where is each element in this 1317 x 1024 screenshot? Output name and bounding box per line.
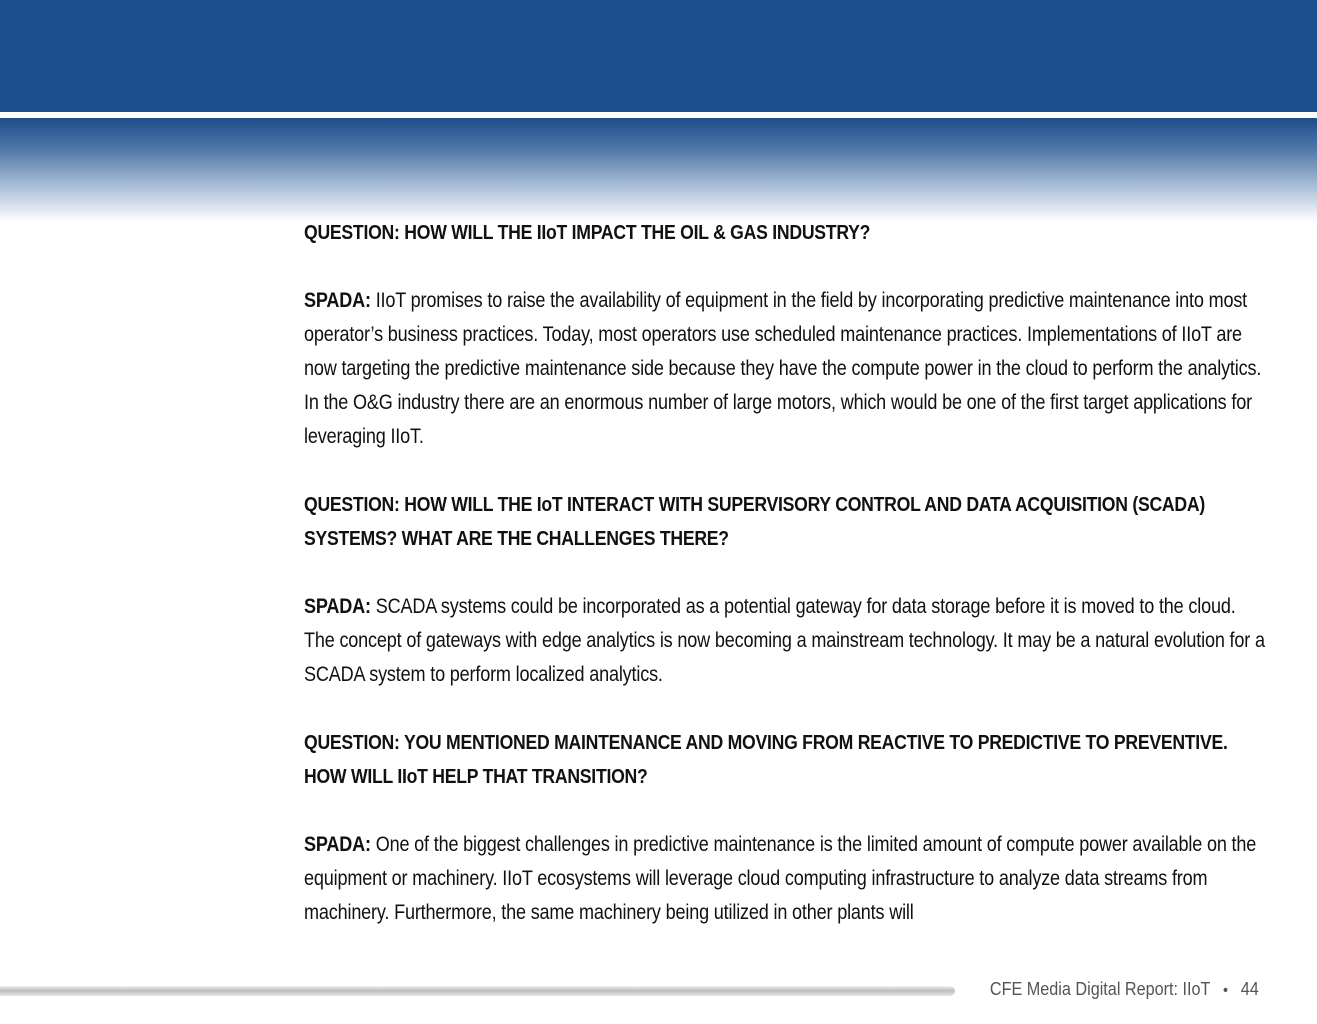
question-heading: QUESTION: HOW WILL THE IoT INTERACT WITH SUPERVISORY CONTROL AND DATA ACQUISITION (SCADA) SYSTEMS? WHAT ARE THE CHALLENGES THERE? [304,493,1205,550]
answer-paragraph [304,590,1267,692]
answer-text: One of the biggest challenges in predictive maintenance is the limited amount of compute power available on the equipment or machinery. IIoT ecosystems will leverage cloud computing infrastructure to analyze data streams from machinery. Furthermore, the same machinery being utilized in other plants will [304,833,1257,924]
question-heading: QUESTION: YOU MENTIONED MAINTENANCE AND MOVING FROM REACTIVE TO PREDICTIVE TO PREVENTIVE. HOW WILL IIoT HELP THAT TRANSITION? [304,731,1228,788]
speaker-label: SPADA: [304,595,371,618]
page-number: 44 [1240,979,1259,999]
speaker-label: SPADA: [304,833,371,856]
article-body [304,216,1264,964]
answer-text: IIoT promises to raise the availability of equipment in the field by incorporating predictive maintenance into most operator’s business practices. Today, most operators use scheduled maintenance practices. Implementations of IIoT are now targeting the predictive maintenance side because they have the compute power in the cloud to perform the analytics. In the O&G industry there are an enormous number of large motors, which would be one of the first target applications for leveraging IIoT. [304,289,1262,448]
answer-paragraph [304,828,1267,930]
report-title: CFE Media Digital Report: IIoT [990,979,1211,999]
answer-text: SCADA systems could be incorporated as a potential gateway for data storage before it is moved to the cloud. The concept of gateways with edge analytics is now becoming a mainstream technology. It may be a natural evolution for a SCADA system to perform localized analytics. [304,595,1265,686]
header-gradient [0,118,1317,222]
header-band [0,0,1317,112]
speaker-label: SPADA: [304,289,371,312]
page-footer [990,979,1259,1000]
answer-paragraph [304,284,1267,454]
question-heading: QUESTION: HOW WILL THE IIoT IMPACT THE OIL & GAS INDUSTRY? [304,221,871,244]
footer-rule [0,986,955,996]
bullet-separator: • [1223,982,1229,999]
